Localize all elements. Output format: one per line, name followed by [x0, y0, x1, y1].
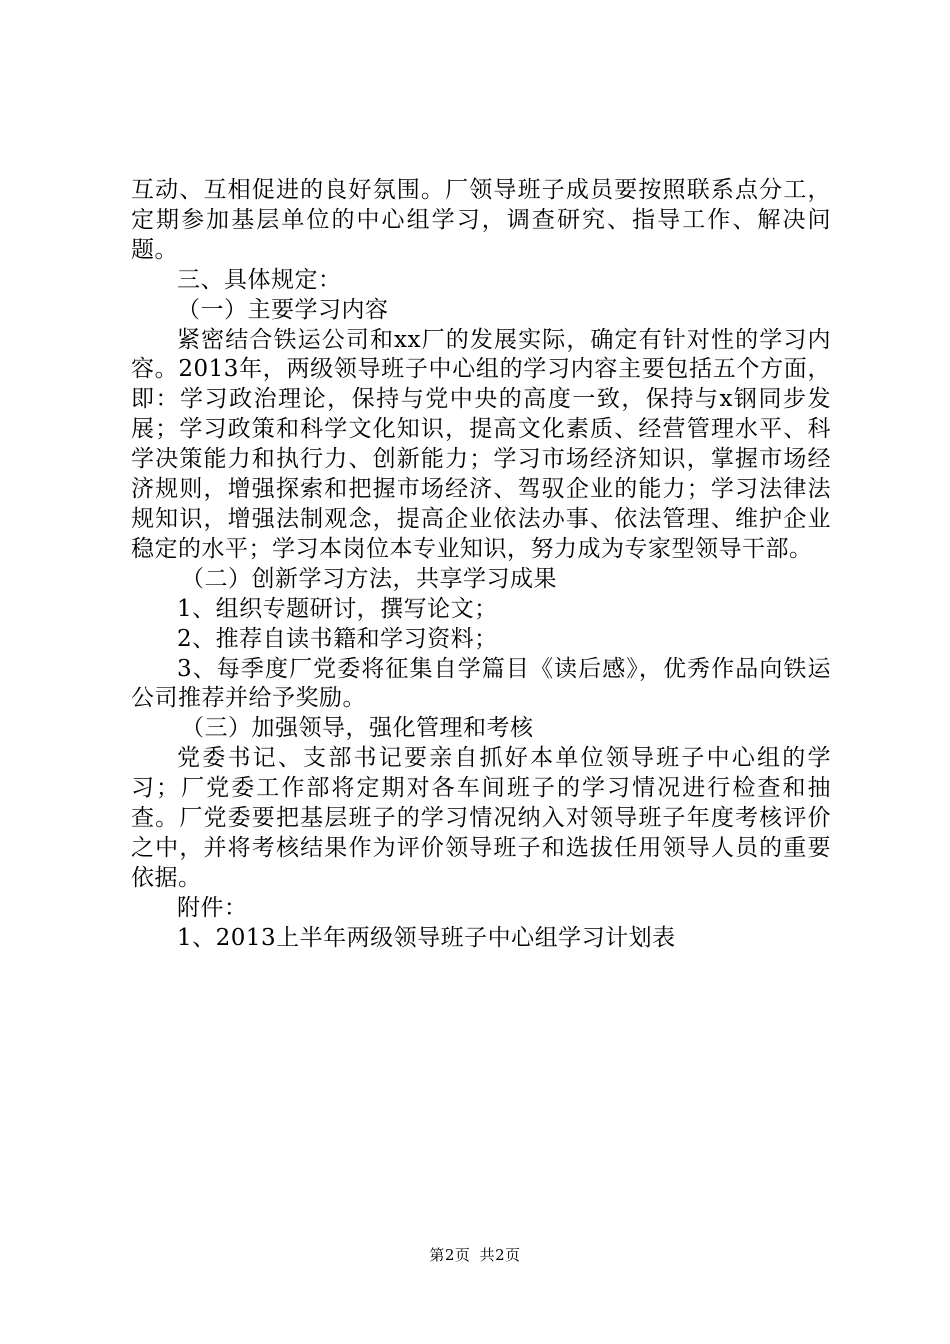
attachment-heading: 附件： [177, 894, 248, 921]
paragraph-continuation: 互动、互相促进的良好氛围。厂领导班子成员要按照联系点分工，定期参加基层单位的中心组学习，调查研究、指导工作、解决问题。 [131, 177, 831, 263]
list-item-1: 1、组织专题研讨，撰写论文； [177, 595, 498, 622]
page-number: 第2页 [429, 1246, 471, 1264]
document-body [131, 176, 831, 954]
paragraph-leadership: 党委书记、支部书记要亲自抓好本单位领导班子中心组的学习；厂党委工作部将定期对各车间班子的学习情况进行检查和抽查。厂党委要把基层班子的学习情况纳入对领导班子年度考核评价之中，并将考核结果作为评价领导班子和选拔任用领导人员的重要依据。 [131, 745, 831, 891]
list-item-3: 3、每季度厂党委将征集自学篇目《读后感》，优秀作品向铁运公司推荐并给予奖励。 [131, 655, 831, 712]
subheading-study-methods: （二）创新学习方法，共享学习成果 [181, 565, 557, 592]
subheading-study-content: （一）主要学习内容 [177, 296, 389, 323]
section-heading-3: 三、具体规定： [177, 266, 342, 293]
page-total: 共2页 [479, 1246, 521, 1264]
page-footer [0, 1245, 950, 1265]
attachment-item-1: 1、2013上半年两级领导班子中心组学习计划表 [177, 924, 676, 951]
paragraph-study-content: 紧密结合铁运公司和xx厂的发展实际，确定有针对性的学习内容。2013年，两级领导班子中心组的学习内容主要包括五个方面，即：学习政治理论，保持与党中央的高度一致，保持与x钢同步发展；学习政策和科学文化知识，提高文化素质、经营管理水平、科学决策能力和执行力、创新能力；学习市场经济知识，掌握市场经济规则，增强探索和把握市场经济、驾驭企业的能力；学习法律法规知识，增强法制观念，提高企业依法办事、依法管理、维护企业稳定的水平；学习本岗位本专业知识，努力成为专家型领导干部。 [131, 326, 831, 562]
subheading-leadership: （三）加强领导，强化管理和考核 [181, 715, 534, 742]
list-item-2: 2、推荐自读书籍和学习资料； [177, 625, 498, 652]
